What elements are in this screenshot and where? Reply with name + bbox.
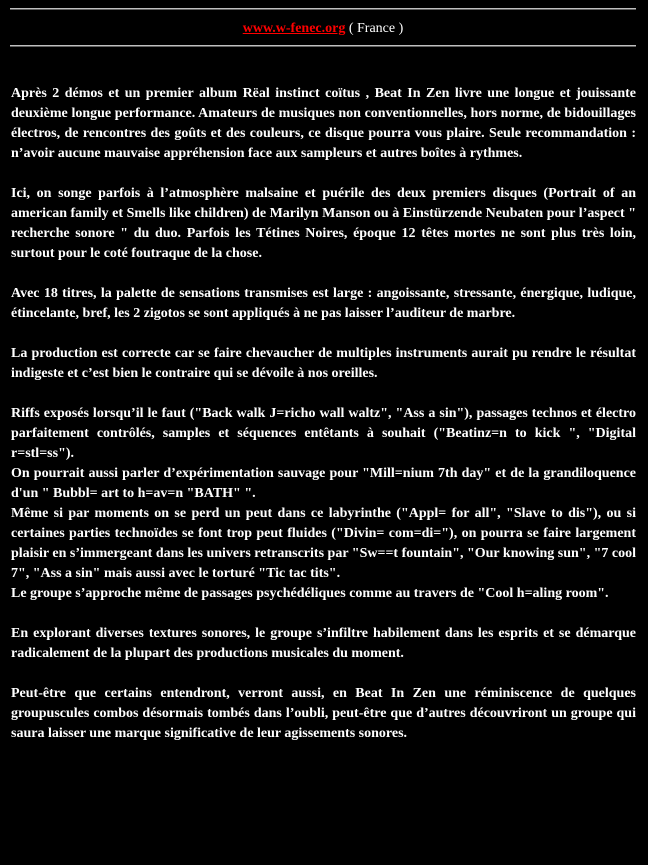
bottom-divider xyxy=(10,45,636,47)
paragraph-labyrinth: Même si par moments on se perd un peut dans ce labyrinthe ("Appl= for all", "Slave to dis"), ou si certaines parties technoïdes se font trop peut fluides ("Divin= com=di="), on pourra se faire largement plaisir en s’immergeant dans les univers retranscrits par "Sw==t fountain", "Our knowing sun", "7 cool 7", "Ass a sin" mais aussi avec le torturé "Tic tac tits". xyxy=(11,506,636,581)
paragraph-experimentation: On pourrait aussi parler d’expérimentation sauvage pour "Mill=nium 7th day" et de la grandiloquence d'un " Bubbl= art to h=av=n "BATH" ". xyxy=(11,466,636,501)
paragraph-textures: En explorant diverses textures sonores, le groupe s’infiltre habilement dans les esprits et se démarque radicalement de la plupart des productions musicales du moment. xyxy=(11,626,636,661)
source-header xyxy=(10,20,636,38)
source-link[interactable]: www.w-fenec.org xyxy=(242,21,346,36)
paragraph-influences: Ici, on songe parfois à l’atmosphère malsaine et puérile des deux premiers disques (Portrait of an american family et Smells like children) de Marilyn Manson ou à Einstürzende Neubaten pour l’aspect " recherche sonore " du duo. Parfois les Tétines Noires, époque 12 têtes mortes ne sont plus très loin, surtout pour le coté foutraque de la chose. xyxy=(11,186,636,261)
paragraph-psychedelic: Le groupe s’approche même de passages psychédéliques comme au travers de "Cool h=aling room". xyxy=(11,586,609,601)
paragraph-sensations: Avec 18 titres, la palette de sensations transmises est large : angoissante, stressante, énergique, ludique, étincelante, bref, les 2 zigotos se sont appliqués à ne pas laisser l’auditeur de marbre. xyxy=(11,286,636,321)
paragraph-production: La production est correcte car se faire chevaucher de multiples instruments aurait pu rendre le résultat indigeste et c’est bien le contraire qui se dévoile à nos oreilles. xyxy=(11,346,636,381)
source-country: ( France ) xyxy=(348,21,404,36)
review-article xyxy=(11,84,636,764)
paragraph-intro: Après 2 démos et un premier album Rëal instinct coïtus , Beat In Zen livre une longue et jouissante deuxième longue performance. Amateurs de musiques non conventionnelles, hors norme, de bidouillages électros, de rencontres des goûts et des couleurs, ce disque pourra vous plaire. Seule recommandation : n’avoir aucune mauvaise appréhension face aux sampleurs et autres boîtes à rythmes. xyxy=(11,86,636,161)
top-divider xyxy=(10,8,636,10)
paragraph-riffs: Riffs exposés lorsqu’il le faut ("Back walk J=richo wall waltz", "Ass a sin"), passages technos et électro parfaitement contrôlés, samples et séquences entêtants à souhait ("Beatinz=n to kick ", "Digital r=stl=ss"). xyxy=(11,406,636,461)
paragraph-conclusion: Peut-être que certains entendront, verront aussi, en Beat In Zen une réminiscence de quelques groupuscules combos désormais tombés dans l’oubli, peut-être que d’autres découvriront un groupe qui saura laisser une marque significative de leur agissements sonores. xyxy=(11,686,636,741)
